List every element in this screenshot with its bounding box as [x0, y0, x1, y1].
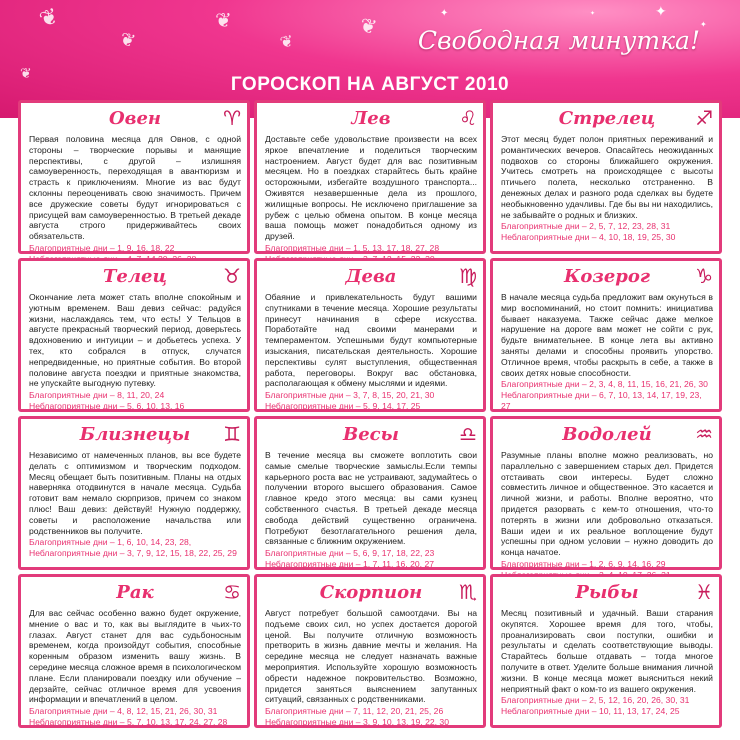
gemini-icon: ♊ — [223, 422, 241, 446]
butterfly-icon: ❦ — [20, 66, 32, 82]
sagittarius-icon: ♐ — [695, 106, 713, 130]
leo-icon: ♌ — [459, 106, 477, 130]
scorpio-icon: ♏ — [459, 580, 477, 604]
favorable-days: Благоприятные дни – 1, 9, 16, 18, 22 — [29, 242, 175, 253]
sparkle-icon: ✦ — [655, 4, 667, 20]
favorable-days: Благоприятные дни – 1, 5, 13, 17, 18, 27, 28 — [265, 242, 440, 253]
favorable-days: Благоприятные дни – 2, 5, 12, 16, 20, 26, 30, 31 — [501, 695, 690, 706]
unfavorable-days: Неблагоприятные дни – 5, 9, 14, 17, 25 — [265, 400, 421, 411]
favorable-days: Благоприятные дни – 4, 8, 12, 15, 21, 26, 30, 31 — [29, 706, 218, 717]
libra-icon: ♎ — [459, 422, 477, 446]
page-title: ГОРОСКОП НА АВГУСТ 2010 — [230, 74, 510, 95]
taurus-icon: ♉ — [223, 264, 241, 288]
unfavorable-days: Неблагоприятные дни – 6, 7, 10, 13, 14, 17, 19, 23, 27 — [501, 390, 702, 411]
aquarius-icon: ♒ — [695, 422, 713, 446]
unfavorable-days: Неблагоприятные дни – 4, 10, 18, 19, 25, 30 — [501, 232, 676, 243]
butterfly-icon: ❦ — [278, 30, 295, 53]
sign-card-aquarius — [490, 416, 722, 570]
unfavorable-days: Неблагоприятные дни – 5, 6, 10, 13, 16 — [29, 400, 185, 411]
sign-card-virgo — [254, 258, 486, 412]
sign-text: Обаяние и привлекательность будут вашими спутниками в течение месяца. Хорошие результаты принесут начинания в сфере искусства. Поработайте над своими манерами и темпераментом. Успешными будут компьютерные изыскания, писательская деятельность. Хорошие перспективы сулят выступления, общественная работа, переговоры. Вокруг вас обстановка, располагающая к обмену мыслями и идеями. — [265, 292, 477, 389]
unfavorable-days: Неблагоприятные дни – 3, 9, 10, 13, 19, 22, 30 — [265, 716, 449, 727]
unfavorable-days: Неблагоприятные дни – 5, 7, 10, 13, 17, 24, 27, 28 — [29, 716, 228, 727]
sign-name: Козерог — [563, 266, 651, 287]
sign-name: Водолей — [562, 424, 652, 445]
sign-name: Дева — [345, 266, 397, 287]
sparkle-icon: ✦ — [590, 10, 596, 17]
butterfly-icon: ❦ — [117, 28, 138, 53]
sign-name: Скорпион — [319, 582, 423, 603]
sign-name: Весы — [343, 424, 399, 445]
unfavorable-days: Неблагоприятные дни – 1, 7, 11, 16, 20, 27 — [265, 558, 435, 569]
sign-text: Для вас сейчас особенно важно будет окружение, мнение о вас и то, как вы выглядите в чьих-то глазах. Август станет для вас судьбоносным временем, когда произойдут события, способные коренным образом изменить вашу жизнь. В середине месяца сложное время в психологическом плане. Если планировали поездку или обучение – дерзайте, сейчас отличное время для усвоения информации и впечатлений в целом. — [29, 608, 241, 705]
sign-text: Этот месяц будет полон приятных переживаний и романтических вечеров. Опасайтесь неожиданных подвохов со стороны ближайшего окружения. Учитесь смотреть на происходящее с высоты птичьего полета, несколько отстраненно. В денежных делах и разного рода сделках вы будете необыкновенно удачливы. Где бы вы ни находились, не забывайте о родных и близких. — [501, 134, 713, 220]
virgo-icon: ♍ — [459, 264, 477, 288]
pisces-icon: ♓ — [695, 580, 713, 604]
favorable-days: Благоприятные дни – 1, 2, 6, 9, 14, 16, 29 — [501, 558, 666, 569]
sign-name: Рак — [116, 582, 154, 603]
sign-card-leo — [254, 100, 486, 254]
butterfly-icon: ❦ — [215, 8, 232, 32]
sign-text: Август потребует большой самоотдачи. Вы на подъеме своих сил, но успех достается дорогой ценой. Вы получите отличную возможность претворить в жизнь давние мечты и желания. На середине месяца не следует назначать важные мероприятия. Используйте хорошую возможность обрести надежное покровительство. Возможно, придется заняться выяснением запутанных ситуаций, связанных с родственниками. — [265, 608, 477, 705]
sign-card-sagittarius — [490, 100, 722, 254]
sign-card-pisces — [490, 574, 722, 728]
capricorn-icon: ♑ — [695, 264, 713, 288]
sign-text: Месяц позитивный и удачный. Ваши старания окупятся. Хорошее время для того, чтобы, проанализировать свои поступки, ошибки и результаты и сделать соответствующие выводы. Старайтесь больше отдавать – тогда многое получите в ответ. Уделите больше внимания личной жизни. В конце месяца может выясниться некий неприятный факт о ком-то из вашего окружения. — [501, 608, 713, 694]
sign-text: Первая половина месяца для Овнов, с одной стороны – творческие порывы и манящие перспективы, с другой – излишняя самоуверенность, переходящая в авантюризм и страсть к приключениям. Многие из вас будут склонны переоценивать свою значимость. Причем все дружеские советы будут игнорироваться с присущей вам самоуверенностью. В третьей декаде августа строго придерживайтесь своих обязательств. — [29, 134, 241, 242]
sign-text: В начале месяца судьба предложит вам окунуться в мир воспоминаний, но стоит помнить: инициатива бывает наказуема. Также сейчас даже мелкое нарушение на дороге вам может не сойти с рук, будьте внимательнее. В конце лета вы активно заняты делами и способны проявить упорство. Отличное время, чтобы раскрыть в себе, а также в своих детях новые способности. — [501, 292, 713, 378]
sign-name: Рыбы — [575, 582, 639, 603]
cancer-icon: ♋ — [223, 580, 241, 604]
sign-card-taurus — [18, 258, 250, 412]
sign-name: Телец — [103, 266, 167, 287]
favorable-days: Благоприятные дни – 1, 6, 10, 14, 23, 28, — [29, 537, 192, 548]
sparkle-icon: ✦ — [440, 8, 449, 19]
sign-card-gemini — [18, 416, 250, 570]
favorable-days: Благоприятные дни – 3, 7, 8, 15, 20, 21, 30 — [265, 390, 435, 401]
sign-name: Стрелец — [558, 108, 656, 129]
favorable-days: Благоприятные дни – 8, 11, 20, 24 — [29, 390, 165, 401]
favorable-days: Благоприятные дни – 5, 6, 9, 17, 18, 22, 23 — [265, 548, 435, 559]
horoscope-grid — [18, 100, 722, 728]
sign-card-capricorn — [490, 258, 722, 412]
sign-card-scorpio — [254, 574, 486, 728]
unfavorable-days: Неблагоприятные дни – 10, 11, 13, 17, 24, 25 — [501, 706, 680, 717]
sign-name: Лев — [351, 108, 391, 129]
sign-card-cancer — [18, 574, 250, 728]
sign-text: В течение месяца вы сможете воплотить свои самые смелые творческие замыслы.Если темпы карьерного роста вас не устраивают, задумайтесь о получении второго высшего образования. Самое главное кредо этого месяца: вы сами кузнец собственного счастья. В третьей декаде месяца свобода действий существенно ограничена. Потребуют безотлагательного решения дела, связанные с ближним окружением. — [265, 450, 477, 547]
sign-text: Разумные планы вполне можно реализовать, но параллельно с завершением старых дел. Придется отстаивать свои интересы. Будет сложно совместить личное и общественное. Это касается и личной жизни, и работы. Вполне вероятно, что придется разорвать с кем-то отношения, что-то потерять в жизни или добровольно отказаться. Ваши идеи и их реальное воплощение будут успешны при одном условии – нужно доводить до конца начатое. — [501, 450, 713, 558]
sign-name: Близнецы — [79, 424, 191, 445]
sign-card-aries — [18, 100, 250, 254]
sign-text: Доставьте себе удовольствие произвести на всех яркое впечатление и поделиться творческим настроением. Август будет для вас позитивным месяцем. Но в поездках старайтесь быть крайне осторожными, избегайте воздушного транспорта... Оживятся незавершенные дела из прошлого, жилищные вопросы. Не исключено приглашение за рубеж с целью обмена опытом. В конце месяца ваша помощь может понадобиться одному из друзей. — [265, 134, 477, 242]
aries-icon: ♈ — [223, 106, 241, 130]
sparkle-icon: ✦ — [700, 20, 707, 29]
sign-text: Окончание лета может стать вполне спокойным и уютным временем. Ваш девиз сейчас: радуйся жизни, наслаждаясь тем, что есть! У Тельцов в августе прекрасный творческий период, доверьтесь вдохновению и интуиции – и добьетесь успеха. У тех, кто собрался в отпуск, случатся непредвиденные, но приятные события. Во второй половине августа поездки и приятные знакомства, не упускайте выгодную путевку. — [29, 292, 241, 389]
butterfly-icon: ❦ — [36, 3, 63, 34]
magazine-brand: Свободная минутка! — [417, 26, 700, 55]
favorable-days: Благоприятные дни – 2, 3, 4, 8, 11, 15, 16, 21, 26, 30 — [501, 379, 708, 390]
sign-text: Независимо от намеченных планов, вы все будете делать с оптимизмом и творческим подходом. Месяц обещает быть позитивным. Планы на отдых наверняка отодвинутся в начале месяца. Судьба готовит вам немало сюрпризов, причем со знаком плюс! Ваш девиз: действуй! Нужную поддержку, советы и расположение начальства или родственников вы получите. — [29, 450, 241, 536]
butterfly-icon: ❦ — [357, 12, 380, 40]
favorable-days: Благоприятные дни – 7, 11, 12, 20, 21, 25, 26 — [265, 706, 444, 717]
sign-name: Овен — [108, 108, 162, 129]
favorable-days: Благоприятные дни – 2, 5, 7, 12, 23, 28, 31 — [501, 221, 671, 232]
sign-card-libra — [254, 416, 486, 570]
unfavorable-days: Неблагоприятные дни – 3, 7, 9, 12, 15, 18, 22, 25, 29 — [29, 548, 237, 559]
